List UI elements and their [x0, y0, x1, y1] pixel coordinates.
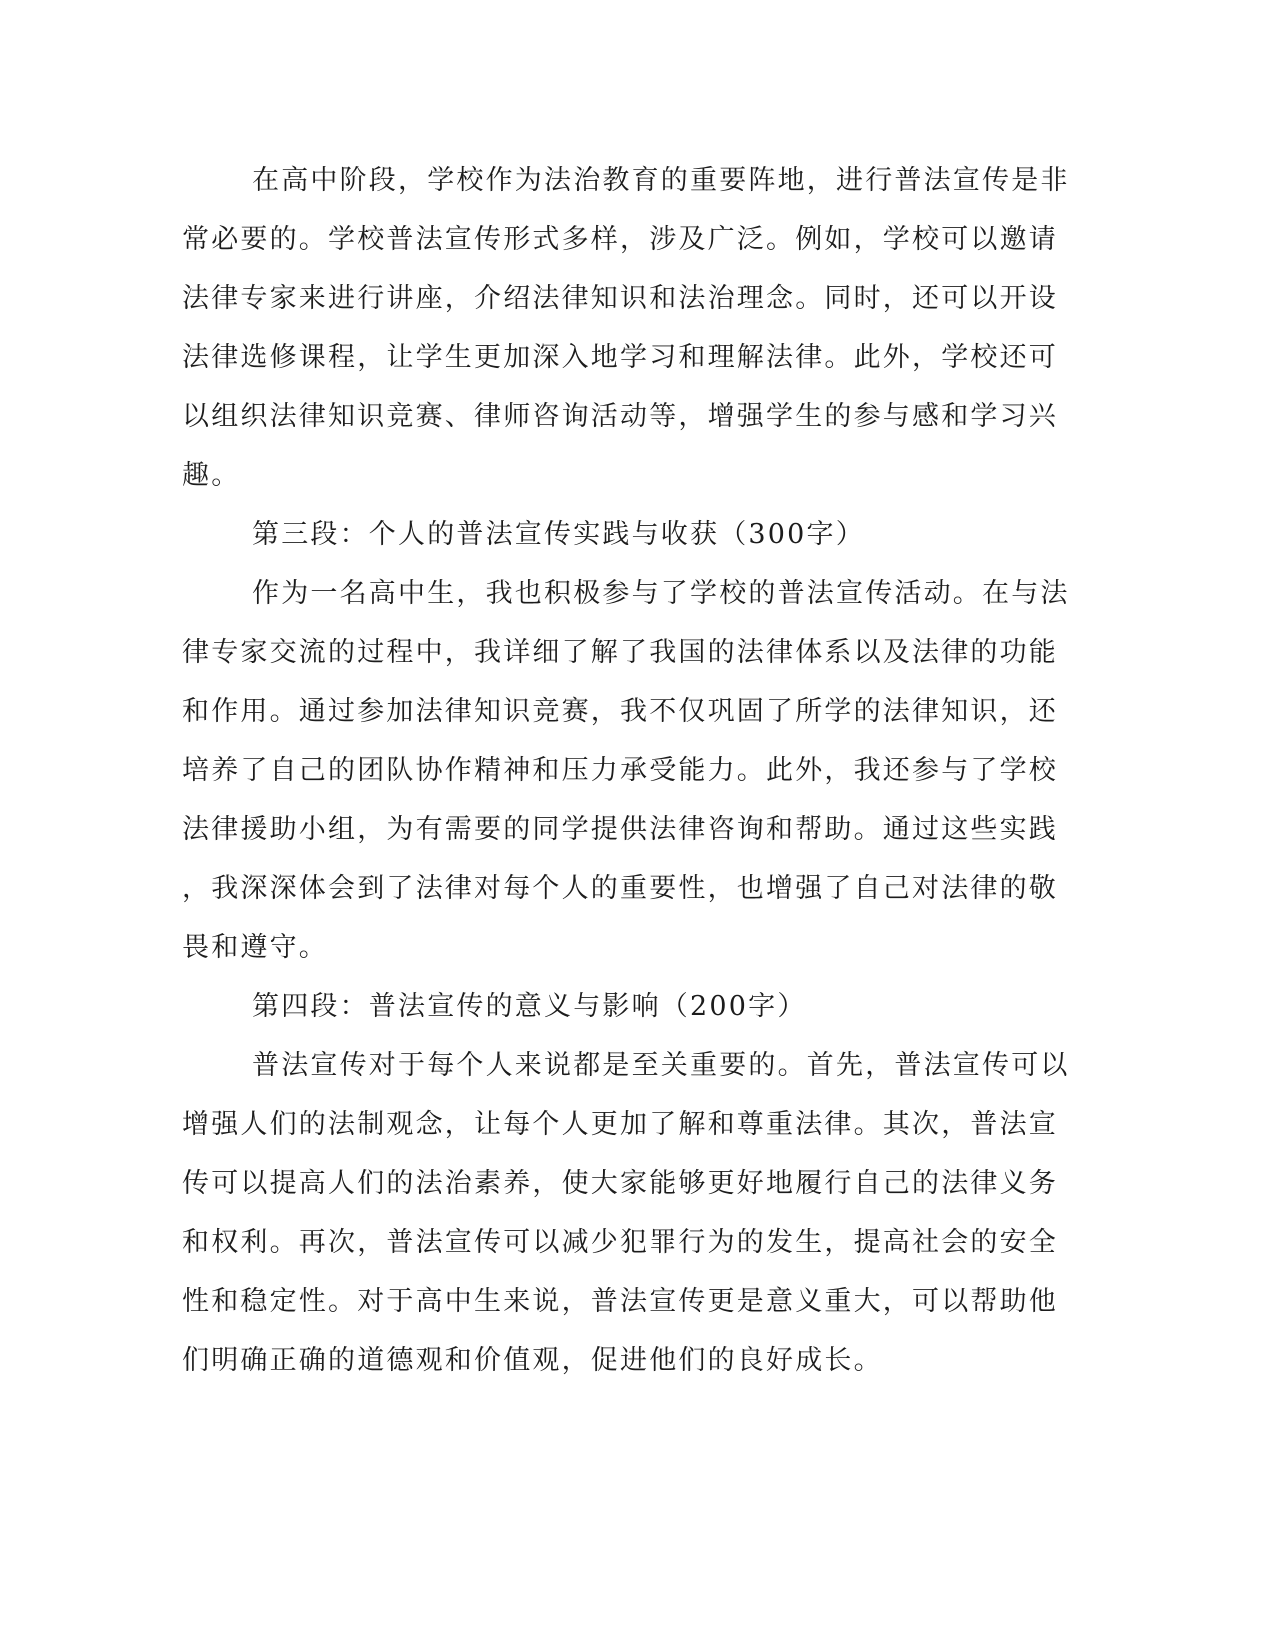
- paragraph-line: 传可以提高人们的法治素养，使大家能够更好地履行自己的法律义务: [182, 1168, 1058, 1199]
- paragraph-line: 增强人们的法制观念，让每个人更加了解和尊重法律。其次，普法宣: [182, 1109, 1058, 1140]
- paragraph-line: 和作用。通过参加法律知识竞赛，我不仅巩固了所学的法律知识，还: [182, 696, 1058, 727]
- paragraph-line: 培养了自己的团队协作精神和压力承受能力。此外，我还参与了学校: [182, 755, 1058, 786]
- paragraph-line: 法律专家来进行讲座，介绍法律知识和法治理念。同时，还可以开设: [182, 283, 1058, 314]
- paragraph-line: 和权利。再次，普法宣传可以减少犯罪行为的发生，提高社会的安全: [182, 1227, 1058, 1258]
- paragraph-line: 常必要的。学校普法宣传形式多样，涉及广泛。例如，学校可以邀请: [182, 224, 1058, 255]
- section-heading: 第四段：普法宣传的意义与影响（200字）: [252, 991, 807, 1022]
- paragraph-line: 普法宣传对于每个人来说都是至关重要的。首先，普法宣传可以: [252, 1050, 1070, 1081]
- paragraph-line: 法律选修课程，让学生更加深入地学习和理解法律。此外，学校还可: [182, 342, 1058, 373]
- paragraph-line: 趣。: [182, 460, 241, 491]
- paragraph-line: 性和稳定性。对于高中生来说，普法宣传更是意义重大，可以帮助他: [182, 1286, 1058, 1317]
- paragraph-line: 作为一名高中生，我也积极参与了学校的普法宣传活动。在与法: [252, 578, 1070, 609]
- paragraph-line: 们明确正确的道德观和价值观，促进他们的良好成长。: [182, 1345, 883, 1376]
- section-heading: 第三段：个人的普法宣传实践与收获（300字）: [252, 519, 865, 550]
- paragraph-line: 法律援助小组，为有需要的同学提供法律咨询和帮助。通过这些实践: [182, 814, 1058, 845]
- paragraph-line: 以组织法律知识竞赛、律师咨询活动等，增强学生的参与感和学习兴: [182, 401, 1058, 432]
- paragraph-line: 律专家交流的过程中，我详细了解了我国的法律体系以及法律的功能: [182, 637, 1058, 668]
- paragraph-line: 在高中阶段，学校作为法治教育的重要阵地，进行普法宣传是非: [252, 165, 1070, 196]
- paragraph-line: 畏和遵守。: [182, 932, 328, 963]
- paragraph-line: ，我深深体会到了法律对每个人的重要性，也增强了自己对法律的敬: [182, 873, 1058, 904]
